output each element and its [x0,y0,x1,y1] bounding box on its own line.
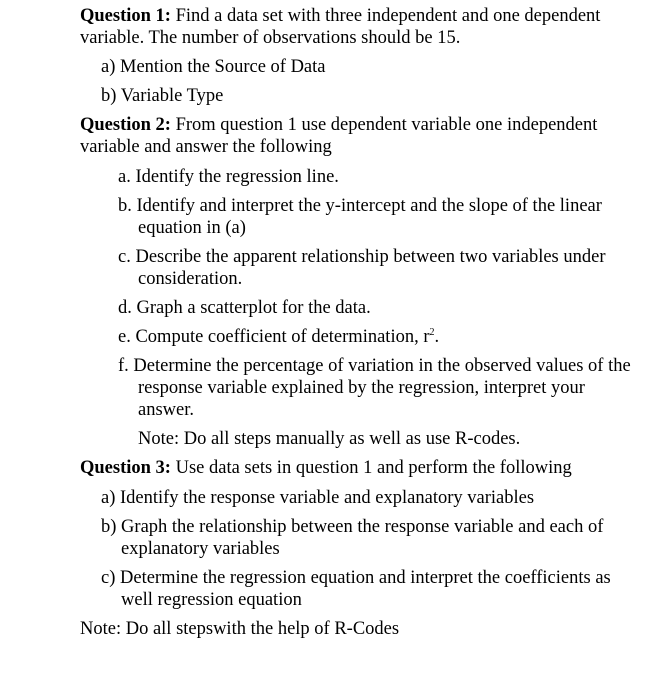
question-2-item-c [80,246,640,290]
question-2-label: Question 2: [80,115,171,135]
question-2-item-d [80,297,640,319]
item-marker: a) [101,57,116,77]
item-text: Identify the response variable and explanatory variables [120,488,535,508]
item-text-end: . [434,327,440,347]
question-3 [80,457,640,479]
item-marker: a) [101,488,116,508]
superscript-exponent: 2 [429,326,435,338]
item-marker: f. [118,356,129,376]
question-3-item-b [80,516,640,560]
item-text: Determine the regression equation and interpret the coefficients as well regression equation [120,568,611,610]
item-text: Graph the relationship between the response variable and each of explanatory variables [121,517,604,559]
question-1 [80,5,640,49]
item-marker: d. [118,298,132,318]
question-3-note: Note: Do all stepswith the help of R-Codes [80,619,400,639]
question-2-item-b [80,195,640,239]
question-2-item-f [80,355,640,421]
item-marker: b) [101,517,117,537]
item-marker: c) [101,568,116,588]
item-text: Determine the percentage of variation in the observed values of the response variable explained by the regression, interpret your answer. [133,356,631,420]
question-1-item-a [80,56,640,78]
item-marker: b. [118,196,132,216]
item-text: Identify and interpret the y-intercept and the slope of the linear equation in (a) [136,196,602,238]
item-marker: b) [101,86,117,106]
question-2-note [80,428,640,450]
item-marker: a. [118,167,131,187]
item-text: Identify the regression line. [135,167,339,187]
question-2-text: From question 1 use dependent variable one independent variable and answer the following [80,115,598,157]
item-text: Mention the Source of Data [120,57,326,77]
question-2-item-a [80,166,640,188]
question-3-item-c [80,567,640,611]
question-1-item-b [80,85,640,107]
item-marker: c. [118,247,131,267]
question-3-item-a [80,487,640,509]
document-body [80,5,640,640]
question-1-label: Question 1: [80,6,171,26]
item-text: Compute coefficient of determination, r [135,327,430,347]
question-2-item-e [80,326,640,348]
question-2 [80,114,640,158]
item-marker: e. [118,327,131,347]
question-3-label: Question 3: [80,458,171,478]
item-text: Describe the apparent relationship between two variables under consideration. [135,247,606,289]
item-text: Graph a scatterplot for the data. [136,298,371,318]
question-3-text: Use data sets in question 1 and perform the following [170,458,572,478]
item-text: Variable Type [120,86,224,106]
note-text: Note: Do all steps manually as well as use R-codes. [138,429,521,449]
question-1-text: Find a data set with three independent and one dependent variable. The number of observations should be 15. [80,6,601,48]
